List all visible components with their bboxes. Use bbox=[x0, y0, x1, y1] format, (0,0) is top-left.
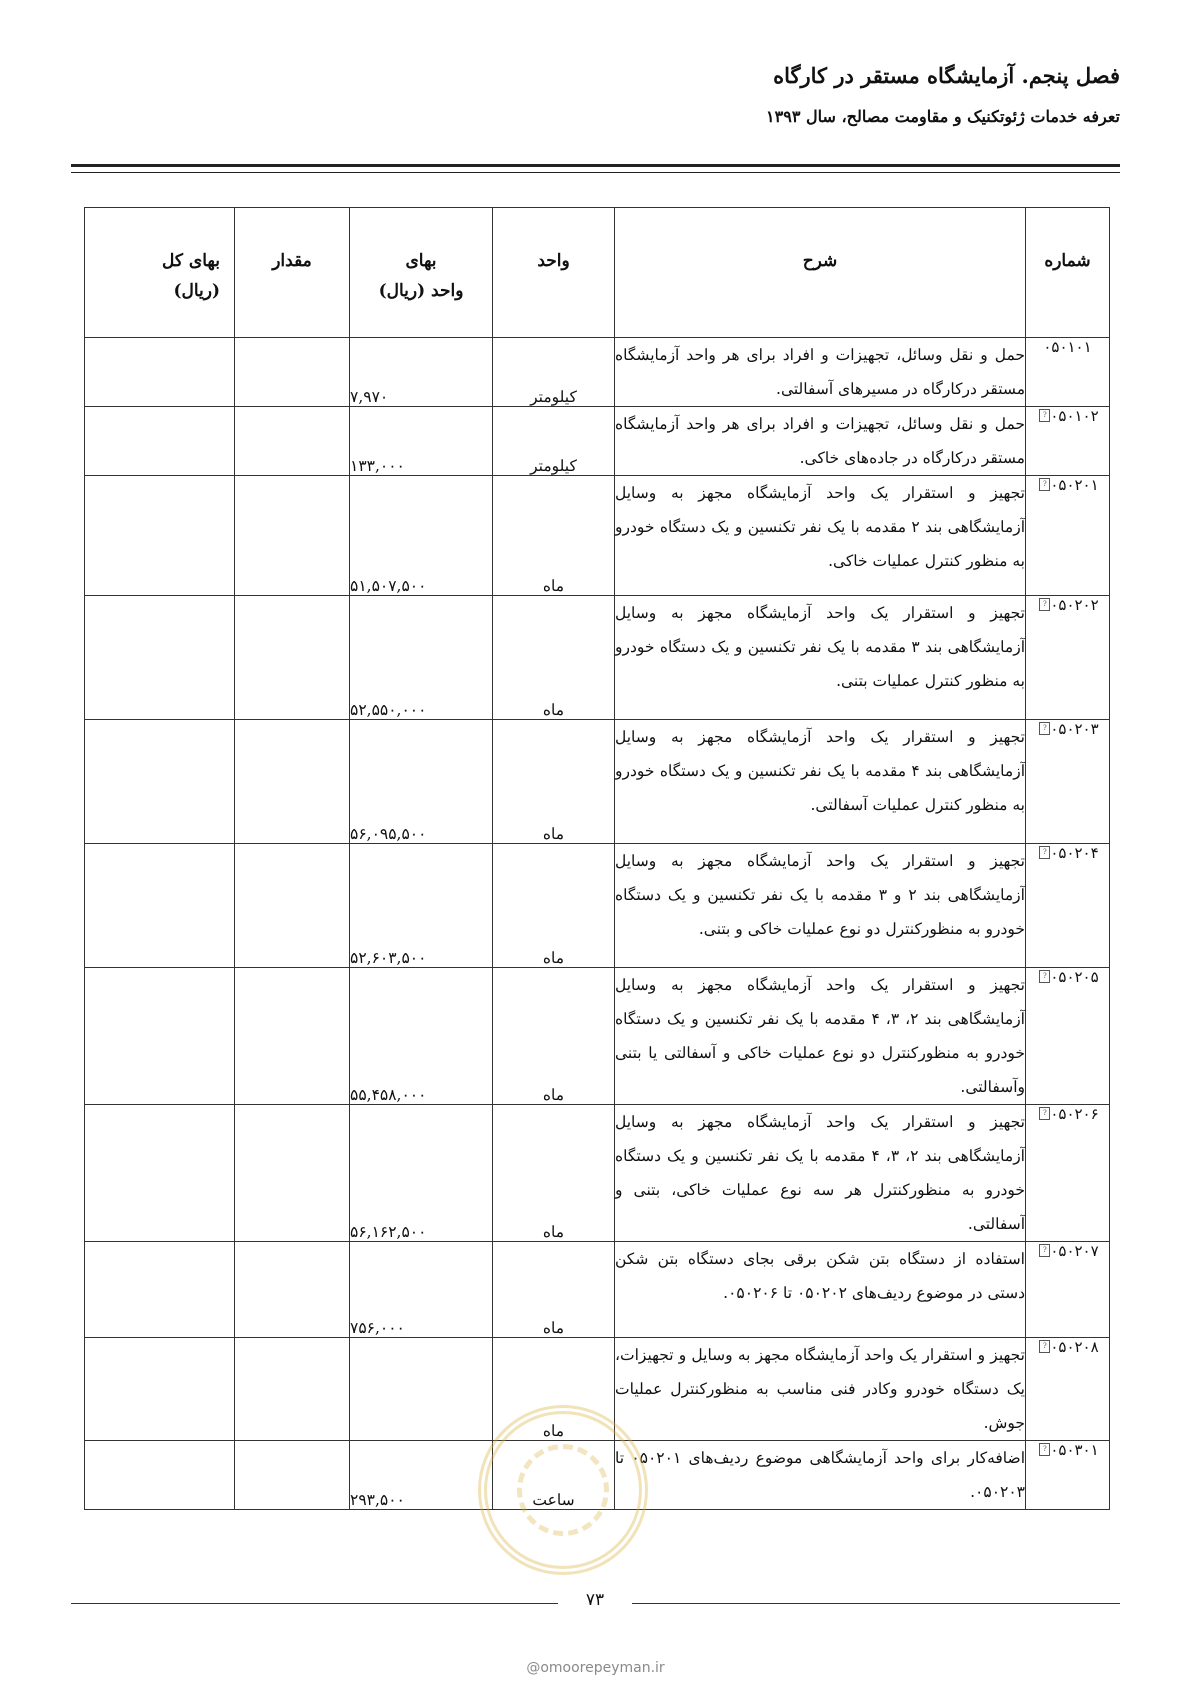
header-description: شرح bbox=[615, 208, 1026, 338]
row-unit-price: ۱۳۳,۰۰۰ bbox=[350, 407, 493, 476]
row-unit-price: ۵۱,۵۰۷,۵۰۰ bbox=[350, 476, 493, 596]
row-description: حمل و نقل وسائل، تجهیزات و افراد برای هر واحد آزمایشگاه مستقر درکارگاه در مسیرهای آسفالتی. bbox=[615, 338, 1026, 407]
row-number-text: ۰۵۰۲۰۷ bbox=[1050, 1242, 1099, 1260]
row-unit: کیلومتر bbox=[493, 407, 615, 476]
header-rule bbox=[71, 164, 1120, 173]
chapter-title: فصل پنجم. آزمایشگاه مستقر در کارگاه bbox=[773, 63, 1120, 88]
footer-rule-right bbox=[71, 1603, 558, 1604]
row-unit: ماه bbox=[493, 1242, 615, 1338]
row-quantity bbox=[235, 338, 350, 407]
header-unit-price: بهای واحد (ریال) bbox=[350, 208, 493, 338]
row-number bbox=[1026, 720, 1110, 844]
table-row bbox=[85, 407, 1110, 476]
row-unit-price: ۷,۹۷۰ bbox=[350, 338, 493, 407]
row-quantity bbox=[235, 1105, 350, 1242]
header-quantity: مقدار bbox=[235, 208, 350, 338]
table-header-row bbox=[85, 208, 1110, 338]
row-unit-price: ۷۵۶,۰۰۰ bbox=[350, 1242, 493, 1338]
row-number-text: ۰۵۰۲۰۵ bbox=[1050, 968, 1099, 986]
row-quantity bbox=[235, 1338, 350, 1441]
row-unit: کیلومتر bbox=[493, 338, 615, 407]
row-total bbox=[85, 1242, 235, 1338]
row-total bbox=[85, 476, 235, 596]
watermark: @omoorepeyman.ir bbox=[526, 1660, 665, 1676]
row-description: تجهیز و استقرار یک واحد آزمایشگاه مجهز به وسایل آزمایشگاهی بند ۴ مقدمه با یک نفر تکنسین و یک دستگاه خودرو به منظور کنترل عملیات آسفالتی. bbox=[615, 720, 1026, 844]
row-number bbox=[1026, 1105, 1110, 1242]
table-row bbox=[85, 596, 1110, 720]
row-unit-price bbox=[350, 1338, 493, 1441]
footer-rule-left bbox=[632, 1603, 1120, 1604]
row-unit: ماه bbox=[493, 844, 615, 968]
row-unit: ماه bbox=[493, 1338, 615, 1441]
row-description: تجهیز و استقرار یک واحد آزمایشگاه مجهز به وسایل و تجهیزات، یک دستگاه خودرو وکادر فنی مناسب به منظورکنترل عملیات جوش. bbox=[615, 1338, 1026, 1441]
header-total: بهای کل (ریال) bbox=[85, 208, 235, 338]
row-description: استفاده از دستگاه بتن شکن برقی بجای دستگاه بتن شکن دستی در موضوع ردیف‌های ۰۵۰۲۰۲ تا ۰۵۰۲۰۶. bbox=[615, 1242, 1026, 1338]
checkbox-icon: ? bbox=[1039, 722, 1050, 735]
row-quantity bbox=[235, 844, 350, 968]
page-header bbox=[70, 62, 1120, 128]
checkbox-icon: ? bbox=[1039, 1443, 1050, 1456]
row-quantity bbox=[235, 407, 350, 476]
row-number bbox=[1026, 844, 1110, 968]
row-number-text: ۰۵۰۲۰۳ bbox=[1050, 720, 1099, 738]
row-unit: ماه bbox=[493, 1105, 615, 1242]
checkbox-icon: ? bbox=[1039, 598, 1050, 611]
row-quantity bbox=[235, 968, 350, 1105]
row-description: تجهیز و استقرار یک واحد آزمایشگاه مجهز به وسایل آزمایشگاهی بند ۲، ۳، ۴ مقدمه با یک نفر تکنسین و یک دستگاه خودرو به منظورکنترل هر سه نوع عملیات خاکی، بتنی و آسفالتی. bbox=[615, 1105, 1026, 1242]
row-unit: ماه bbox=[493, 596, 615, 720]
row-number bbox=[1026, 1441, 1110, 1510]
row-quantity bbox=[235, 1441, 350, 1510]
row-unit: ماه bbox=[493, 720, 615, 844]
row-description: تجهیز و استقرار یک واحد آزمایشگاه مجهز به وسایل آزمایشگاهی بند ۲ و ۳ مقدمه با یک نفر تکنسین و یک دستگاه خودرو به منظورکنترل دو نوع عملیات خاکی و بتنی. bbox=[615, 844, 1026, 968]
checkbox-icon: ? bbox=[1039, 478, 1050, 491]
table-row bbox=[85, 844, 1110, 968]
row-quantity bbox=[235, 596, 350, 720]
row-quantity bbox=[235, 720, 350, 844]
row-total bbox=[85, 720, 235, 844]
row-number bbox=[1026, 338, 1110, 407]
row-unit-price: ۵۵,۴۵۸,۰۰۰ bbox=[350, 968, 493, 1105]
row-number bbox=[1026, 596, 1110, 720]
header-unit: واحد bbox=[493, 208, 615, 338]
row-unit: ساعت bbox=[493, 1441, 615, 1510]
table-row bbox=[85, 1242, 1110, 1338]
row-description: اضافه‌کار برای واحد آزمایشگاهی موضوع ردیف‌های ۰۵۰۲۰۱ تا ۰۵۰۲۰۳. bbox=[615, 1441, 1026, 1510]
checkbox-icon: ? bbox=[1039, 1244, 1050, 1257]
table-row bbox=[85, 968, 1110, 1105]
checkbox-icon: ? bbox=[1039, 1107, 1050, 1120]
row-unit-price: ۵۶,۰۹۵,۵۰۰ bbox=[350, 720, 493, 844]
row-description: حمل و نقل وسائل، تجهیزات و افراد برای هر واحد آزمایشگاه مستقر درکارگاه در جاده‌های خاکی. bbox=[615, 407, 1026, 476]
table-row bbox=[85, 338, 1110, 407]
row-total bbox=[85, 1105, 235, 1242]
table-row bbox=[85, 1105, 1110, 1242]
row-number-text: ۰۵۰۲۰۶ bbox=[1050, 1105, 1099, 1123]
row-quantity bbox=[235, 476, 350, 596]
checkbox-icon: ? bbox=[1039, 1340, 1050, 1353]
row-description: تجهیز و استقرار یک واحد آزمایشگاه مجهز به وسایل آزمایشگاهی بند ۳ مقدمه با یک نفر تکنسین و یک دستگاه خودرو به منظور کنترل عملیات بتنی. bbox=[615, 596, 1026, 720]
row-number-text: ۰۵۰۱۰۱ bbox=[1043, 338, 1092, 356]
checkbox-icon: ? bbox=[1039, 970, 1050, 983]
row-description: تجهیز و استقرار یک واحد آزمایشگاه مجهز به وسایل آزمایشگاهی بند ۲ مقدمه با یک نفر تکنسین و یک دستگاه خودرو به منظور کنترل عملیات خاکی. bbox=[615, 476, 1026, 596]
row-number-text: ۰۵۰۲۰۲ bbox=[1050, 596, 1099, 614]
row-total bbox=[85, 407, 235, 476]
tariff-table bbox=[84, 207, 1110, 1510]
row-unit-price: ۵۶,۱۶۲,۵۰۰ bbox=[350, 1105, 493, 1242]
row-unit: ماه bbox=[493, 968, 615, 1105]
table-row bbox=[85, 720, 1110, 844]
row-total bbox=[85, 844, 235, 968]
row-number-text: ۰۵۰۲۰۴ bbox=[1050, 844, 1099, 862]
header-number: شماره bbox=[1026, 208, 1110, 338]
page-number: ۷۳ bbox=[585, 1590, 605, 1610]
row-total bbox=[85, 1441, 235, 1510]
row-unit-price: ۵۲,۵۵۰,۰۰۰ bbox=[350, 596, 493, 720]
table-row bbox=[85, 476, 1110, 596]
row-description: تجهیز و استقرار یک واحد آزمایشگاه مجهز به وسایل آزمایشگاهی بند ۲، ۳، ۴ مقدمه با یک نفر تکنسین و یک دستگاه خودرو به منظورکنترل دو نوع عملیات خاکی و آسفالتی یا بتنی وآسفالتی. bbox=[615, 968, 1026, 1105]
row-number bbox=[1026, 1242, 1110, 1338]
checkbox-icon: ? bbox=[1039, 409, 1050, 422]
row-number-text: ۰۵۰۳۰۱ bbox=[1050, 1441, 1099, 1459]
checkbox-icon: ? bbox=[1039, 846, 1050, 859]
row-total bbox=[85, 338, 235, 407]
row-unit-price: ۵۲,۶۰۳,۵۰۰ bbox=[350, 844, 493, 968]
row-quantity bbox=[235, 1242, 350, 1338]
row-unit-price: ۲۹۳,۵۰۰ bbox=[350, 1441, 493, 1510]
row-unit: ماه bbox=[493, 476, 615, 596]
row-total bbox=[85, 596, 235, 720]
row-total bbox=[85, 968, 235, 1105]
row-number bbox=[1026, 476, 1110, 596]
tariff-title: تعرفه خدمات ژئوتکنیک و مقاومت مصالح، سال ۱۳۹۳ bbox=[766, 107, 1120, 126]
row-number bbox=[1026, 968, 1110, 1105]
row-number-text: ۰۵۰۱۰۲ bbox=[1050, 407, 1099, 425]
row-number bbox=[1026, 407, 1110, 476]
row-total bbox=[85, 1338, 235, 1441]
publisher-seal bbox=[478, 1405, 648, 1575]
row-number-text: ۰۵۰۲۰۸ bbox=[1050, 1338, 1099, 1356]
row-number-text: ۰۵۰۲۰۱ bbox=[1050, 476, 1099, 494]
row-number bbox=[1026, 1338, 1110, 1441]
